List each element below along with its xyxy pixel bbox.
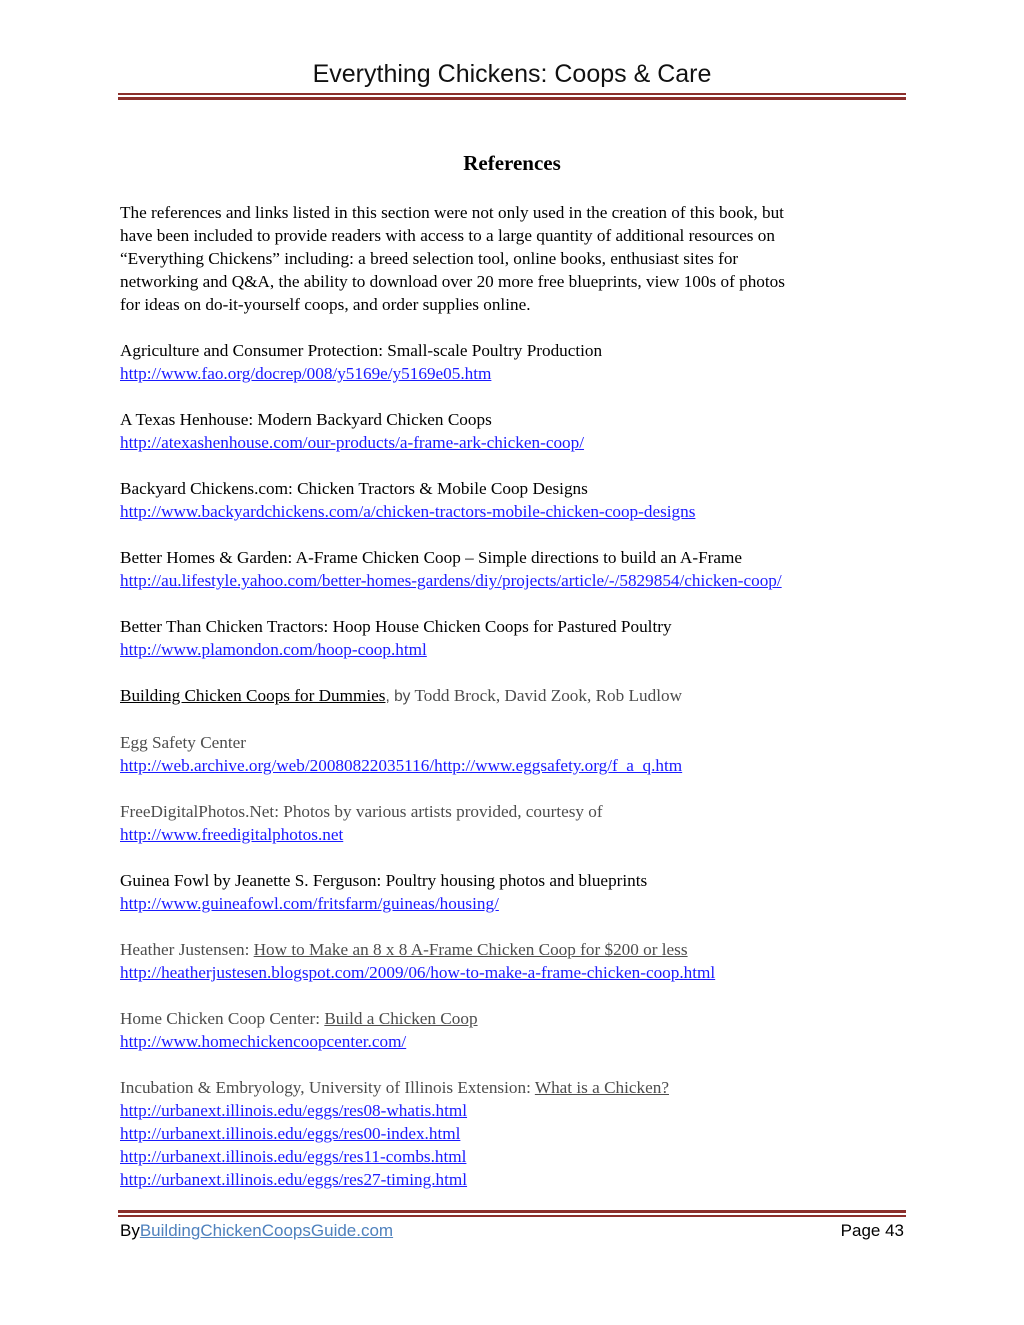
reference-title: FreeDigitalPhotos.Net: Photos by various artists provided, courtesy of: [120, 802, 603, 821]
reference-item: [120, 684, 910, 708]
reference-link[interactable]: http://atexashenhouse.com/our-products/a-frame-ark-chicken-coop/: [120, 433, 585, 452]
reference-prefix: Heather Justensen:: [120, 940, 250, 959]
reference-link[interactable]: http://urbanext.illinois.edu/eggs/res27-timing.html: [120, 1170, 468, 1189]
reference-link[interactable]: http://heatherjustesen.blogspot.com/2009/06/how-to-make-a-frame-chicken-coop.html: [120, 963, 716, 982]
reference-title: Egg Safety Center: [120, 733, 247, 752]
reference-item: [120, 546, 910, 592]
reference-item: [120, 938, 910, 984]
reference-item: [120, 1007, 910, 1053]
footer-by: By: [120, 1221, 140, 1240]
header-rule-bottom: [118, 97, 906, 100]
footer-rule-bottom: [118, 1215, 906, 1217]
reference-item: [120, 1076, 910, 1191]
reference-link[interactable]: http://au.lifestyle.yahoo.com/better-homes-gardens/diy/projects/article/-/5829854/chicken-coop/: [120, 571, 782, 590]
reference-title: Better Homes & Garden: A-Frame Chicken Coop – Simple directions to build an A-Frame: [120, 548, 742, 567]
reference-item: [120, 477, 910, 523]
page-header-title: Everything Chickens: Coops & Care: [312, 60, 712, 88]
book-authors: Todd Brock, David Zook, Rob Ludlow: [414, 686, 683, 705]
reference-item: [120, 800, 910, 846]
reference-title: Agriculture and Consumer Protection: Small-scale Poultry Production: [120, 341, 603, 360]
footer-attribution: [120, 1221, 393, 1241]
reference-link[interactable]: http://www.freedigitalphotos.net: [120, 825, 344, 844]
reference-title: A Texas Henhouse: Modern Backyard Chicken Coops: [120, 410, 492, 429]
reference-title: Backyard Chickens.com: Chicken Tractors & Mobile Coop Designs: [120, 479, 588, 498]
intro-line: networking and Q&A, the ability to download over 20 more free blueprints, view 100s of photos: [120, 272, 785, 291]
reference-item: [120, 731, 910, 777]
reference-link[interactable]: http://urbanext.illinois.edu/eggs/res08-whatis.html: [120, 1101, 468, 1120]
intro-paragraph: [120, 201, 910, 316]
reference-link[interactable]: http://www.backyardchickens.com/a/chicken-tractors-mobile-chicken-coop-designs: [120, 502, 696, 521]
reference-link[interactable]: http://web.archive.org/web/20080822035116/http://www.eggsafety.org/f_a_q.htm: [120, 756, 683, 775]
reference-article-title[interactable]: What is a Chicken?: [534, 1078, 669, 1097]
reference-item: [120, 408, 910, 454]
header-rule-top: [118, 93, 906, 95]
reference-link[interactable]: http://urbanext.illinois.edu/eggs/res00-index.html: [120, 1124, 461, 1143]
section-heading: References: [463, 151, 561, 175]
reference-list: [120, 339, 910, 1214]
page-number: Page 43: [840, 1221, 904, 1240]
intro-line: have been included to provide readers with access to a large quantity of additional resources on: [120, 226, 775, 245]
reference-article-title[interactable]: How to Make an 8 x 8 A-Frame Chicken Coop for $200 or less: [253, 940, 688, 959]
reference-title: Better Than Chicken Tractors: Hoop House Chicken Coops for Pastured Poultry: [120, 617, 672, 636]
reference-link[interactable]: http://www.homechickencoopcenter.com/: [120, 1032, 407, 1051]
reference-prefix: Home Chicken Coop Center:: [120, 1009, 321, 1028]
reference-link[interactable]: http://www.plamondon.com/hoop-coop.html: [120, 640, 427, 659]
book-by: , by: [385, 688, 411, 705]
reference-item: [120, 869, 910, 915]
reference-article-title[interactable]: Build a Chicken Coop: [324, 1009, 478, 1028]
intro-line: “Everything Chickens” including: a breed selection tool, online books, enthusiast sites for: [120, 249, 739, 268]
reference-item: [120, 339, 910, 385]
footer-site-link[interactable]: BuildingChickenCoopsGuide.com: [139, 1221, 394, 1240]
reference-link[interactable]: http://urbanext.illinois.edu/eggs/res11-combs.html: [120, 1147, 467, 1166]
reference-prefix: Incubation & Embryology, University of Illinois Extension:: [120, 1078, 531, 1097]
reference-item: [120, 615, 910, 661]
reference-title: Guinea Fowl by Jeanette S. Ferguson: Poultry housing photos and blueprints: [120, 871, 648, 890]
intro-line: for ideas on do-it-yourself coops, and order supplies online.: [120, 295, 531, 314]
book-title: Building Chicken Coops for Dummies: [120, 686, 386, 705]
reference-link[interactable]: http://www.guineafowl.com/fritsfarm/guineas/housing/: [120, 894, 499, 913]
intro-line: The references and links listed in this section were not only used in the creation of this book, but: [120, 203, 784, 222]
reference-link[interactable]: http://www.fao.org/docrep/008/y5169e/y5169e05.htm: [120, 364, 492, 383]
footer-rule-top: [118, 1210, 906, 1213]
